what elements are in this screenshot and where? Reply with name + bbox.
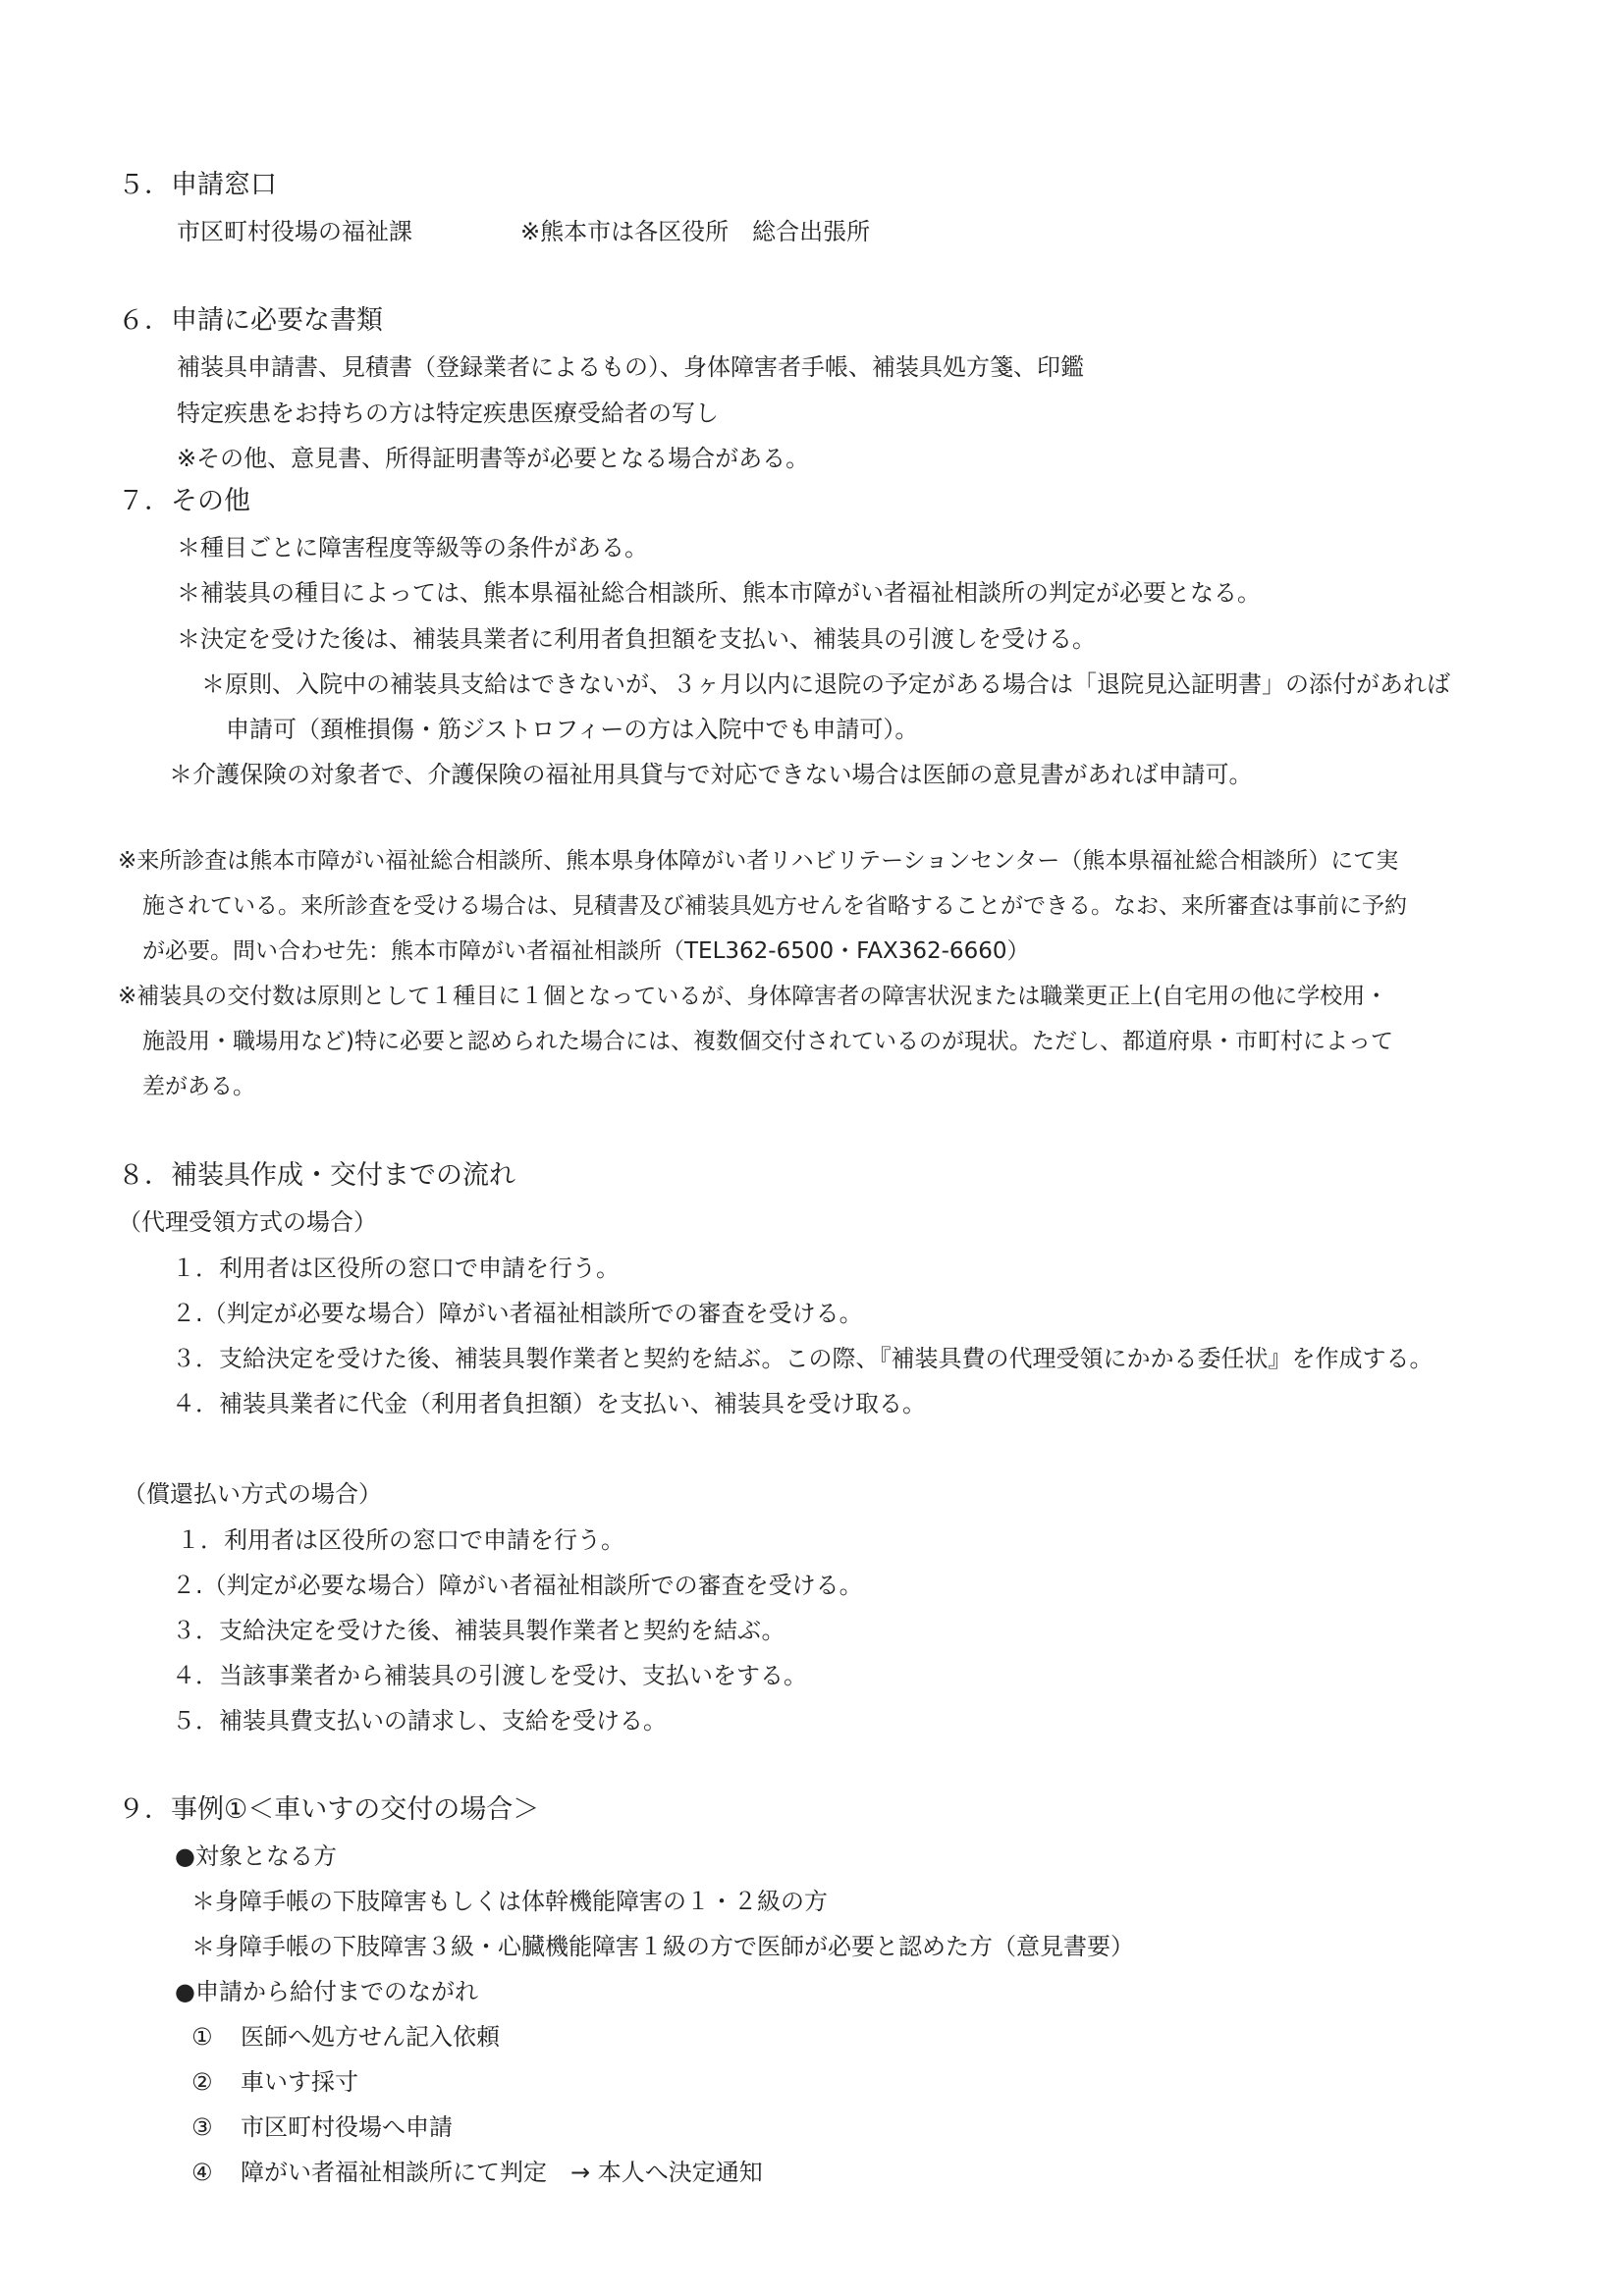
target-1: ＊身障手帳の下肢障害もしくは体幹機能障害の１・２級の方 (191, 1888, 828, 1915)
proxy-step-2: ２.（判定が必要な場合）障がい者福祉相談所での審査を受ける。 (172, 1300, 863, 1327)
flow-step-number: ② (191, 2068, 213, 2096)
flow-step-number: ③ (191, 2113, 213, 2141)
other-line-2: ＊補装具の種目によっては、熊本県福祉総合相談所、熊本市障がい者福祉相談所の判定が必要となる。 (177, 579, 1261, 607)
proxy-step-4: ４．補装具業者に代金（利用者負担額）を支払い、補装具を受け取る。 (172, 1390, 926, 1417)
reimbursement-step-2: ２.（判定が必要な場合）障がい者福祉相談所での審査を受ける。 (172, 1572, 863, 1599)
kumamoto-office-note: ※熊本市は各区役所 総合出張所 (520, 218, 871, 245)
other-line-3: ＊決定を受けた後は、補装具業者に利用者負担額を支払い、補装具の引渡しを受ける。 (177, 625, 1096, 653)
reimbursement-method-title: （償還払い方式の場合） (123, 1480, 382, 1508)
note-consult-3: が必要。問い合わせ先：熊本市障がい者福祉相談所（TEL362-6500・FAX362-6660） (142, 938, 1030, 964)
reimbursement-step-3: ３．支給決定を受けた後、補装具製作業者と契約を結ぶ。 (172, 1617, 785, 1644)
flow-step-text: 車いす採寸 (241, 2068, 358, 2096)
application-office: 市区町村役場の福祉課 (177, 218, 412, 245)
other-line-5: ＊介護保険の対象者で、介護保険の福祉用具貸与で対応できない場合は医師の意見書があれば申請可。 (169, 761, 1253, 788)
note-consult-2: 施されている。来所診査を受ける場合は、見積書及び補装具処方せんを省略することができる。なお、来所審査は事前に予約 (142, 893, 1407, 919)
other-line-1: ＊種目ごとに障害程度等級等の条件がある。 (177, 534, 648, 561)
note-quantity-2: 施設用・職場用など)特に必要と認められた場合には、複数個交付されているのが現状。ただし、都道府県・市町村によって (142, 1029, 1393, 1054)
note-quantity-3: 差がある。 (142, 1074, 255, 1099)
note-consult-1: ※来所診査は熊本市障がい福祉総合相談所、熊本県身体障がい者リハビリテーションセンター（熊本県福祉総合相談所）にて実 (118, 848, 1399, 874)
note-quantity-1: ※補装具の交付数は原則として１種目に１個となっているが、身体障害者の障害状況または職業更正上(自宅用の他に学校用・ (118, 984, 1388, 1009)
flow-title: ●申請から給付までのながれ (175, 1978, 478, 2005)
proxy-method-title: （代理受領方式の場合） (118, 1208, 377, 1236)
target-title: ●対象となる方 (175, 1842, 337, 1870)
flow-step-text: 障がい者福祉相談所にて判定 → 本人へ決定通知 (241, 2159, 763, 2186)
documents-line-2: 特定疾患をお持ちの方は特定疾患医療受給者の写し (177, 400, 719, 427)
section-6-heading: ６．申請に必要な書類 (118, 305, 383, 336)
flow-step-text: 市区町村役場へ申請 (241, 2113, 453, 2141)
proxy-step-1: １．利用者は区役所の窓口で申請を行う。 (172, 1255, 620, 1282)
reimbursement-step-4: ４．当該事業者から補装具の引渡しを受け、支払いをする。 (172, 1662, 808, 1689)
flow-step-text: 医師へ処方せん記入依頼 (241, 2023, 500, 2051)
reimbursement-step-5: ５．補装具費支払いの請求し、支給を受ける。 (172, 1707, 667, 1735)
flow-step-number: ④ (191, 2159, 213, 2186)
section-9-heading: ９．事例①＜車いすの交付の場合＞ (118, 1794, 540, 1825)
other-line-4-cont: 申請可（頚椎損傷・筋ジストロフィーの方は入院中でも申請可）。 (226, 716, 919, 743)
section-8-heading: ８．補装具作成・交付までの流れ (118, 1160, 515, 1191)
documents-line-1: 補装具申請書、見積書（登録業者によるもの）、身体障害者手帳、補装具処方箋、印鑑 (177, 353, 1084, 381)
proxy-step-3: ３．支給決定を受けた後、補装具製作業者と契約を結ぶ。この際、『補装具費の代理受領にかかる委任状』を作成する。 (172, 1345, 1434, 1372)
other-line-4: ＊原則、入院中の補装具支給はできないが、３ヶ月以内に退院の予定がある場合は「退院見込証明書」の添付があれば (201, 670, 1450, 698)
target-2: ＊身障手帳の下肢障害３級・心臓機能障害１級の方で医師が必要と認めた方（意見書要） (191, 1933, 1134, 1960)
section-7-heading: ７．その他 (118, 486, 250, 516)
documents-line-3: ※その他、意見書、所得証明書等が必要となる場合がある。 (177, 445, 810, 472)
reimbursement-step-1: １．利用者は区役所の窓口で申請を行う。 (177, 1526, 624, 1554)
flow-step-number: ① (191, 2023, 213, 2051)
section-5-heading: ５．申請窓口 (118, 170, 277, 200)
